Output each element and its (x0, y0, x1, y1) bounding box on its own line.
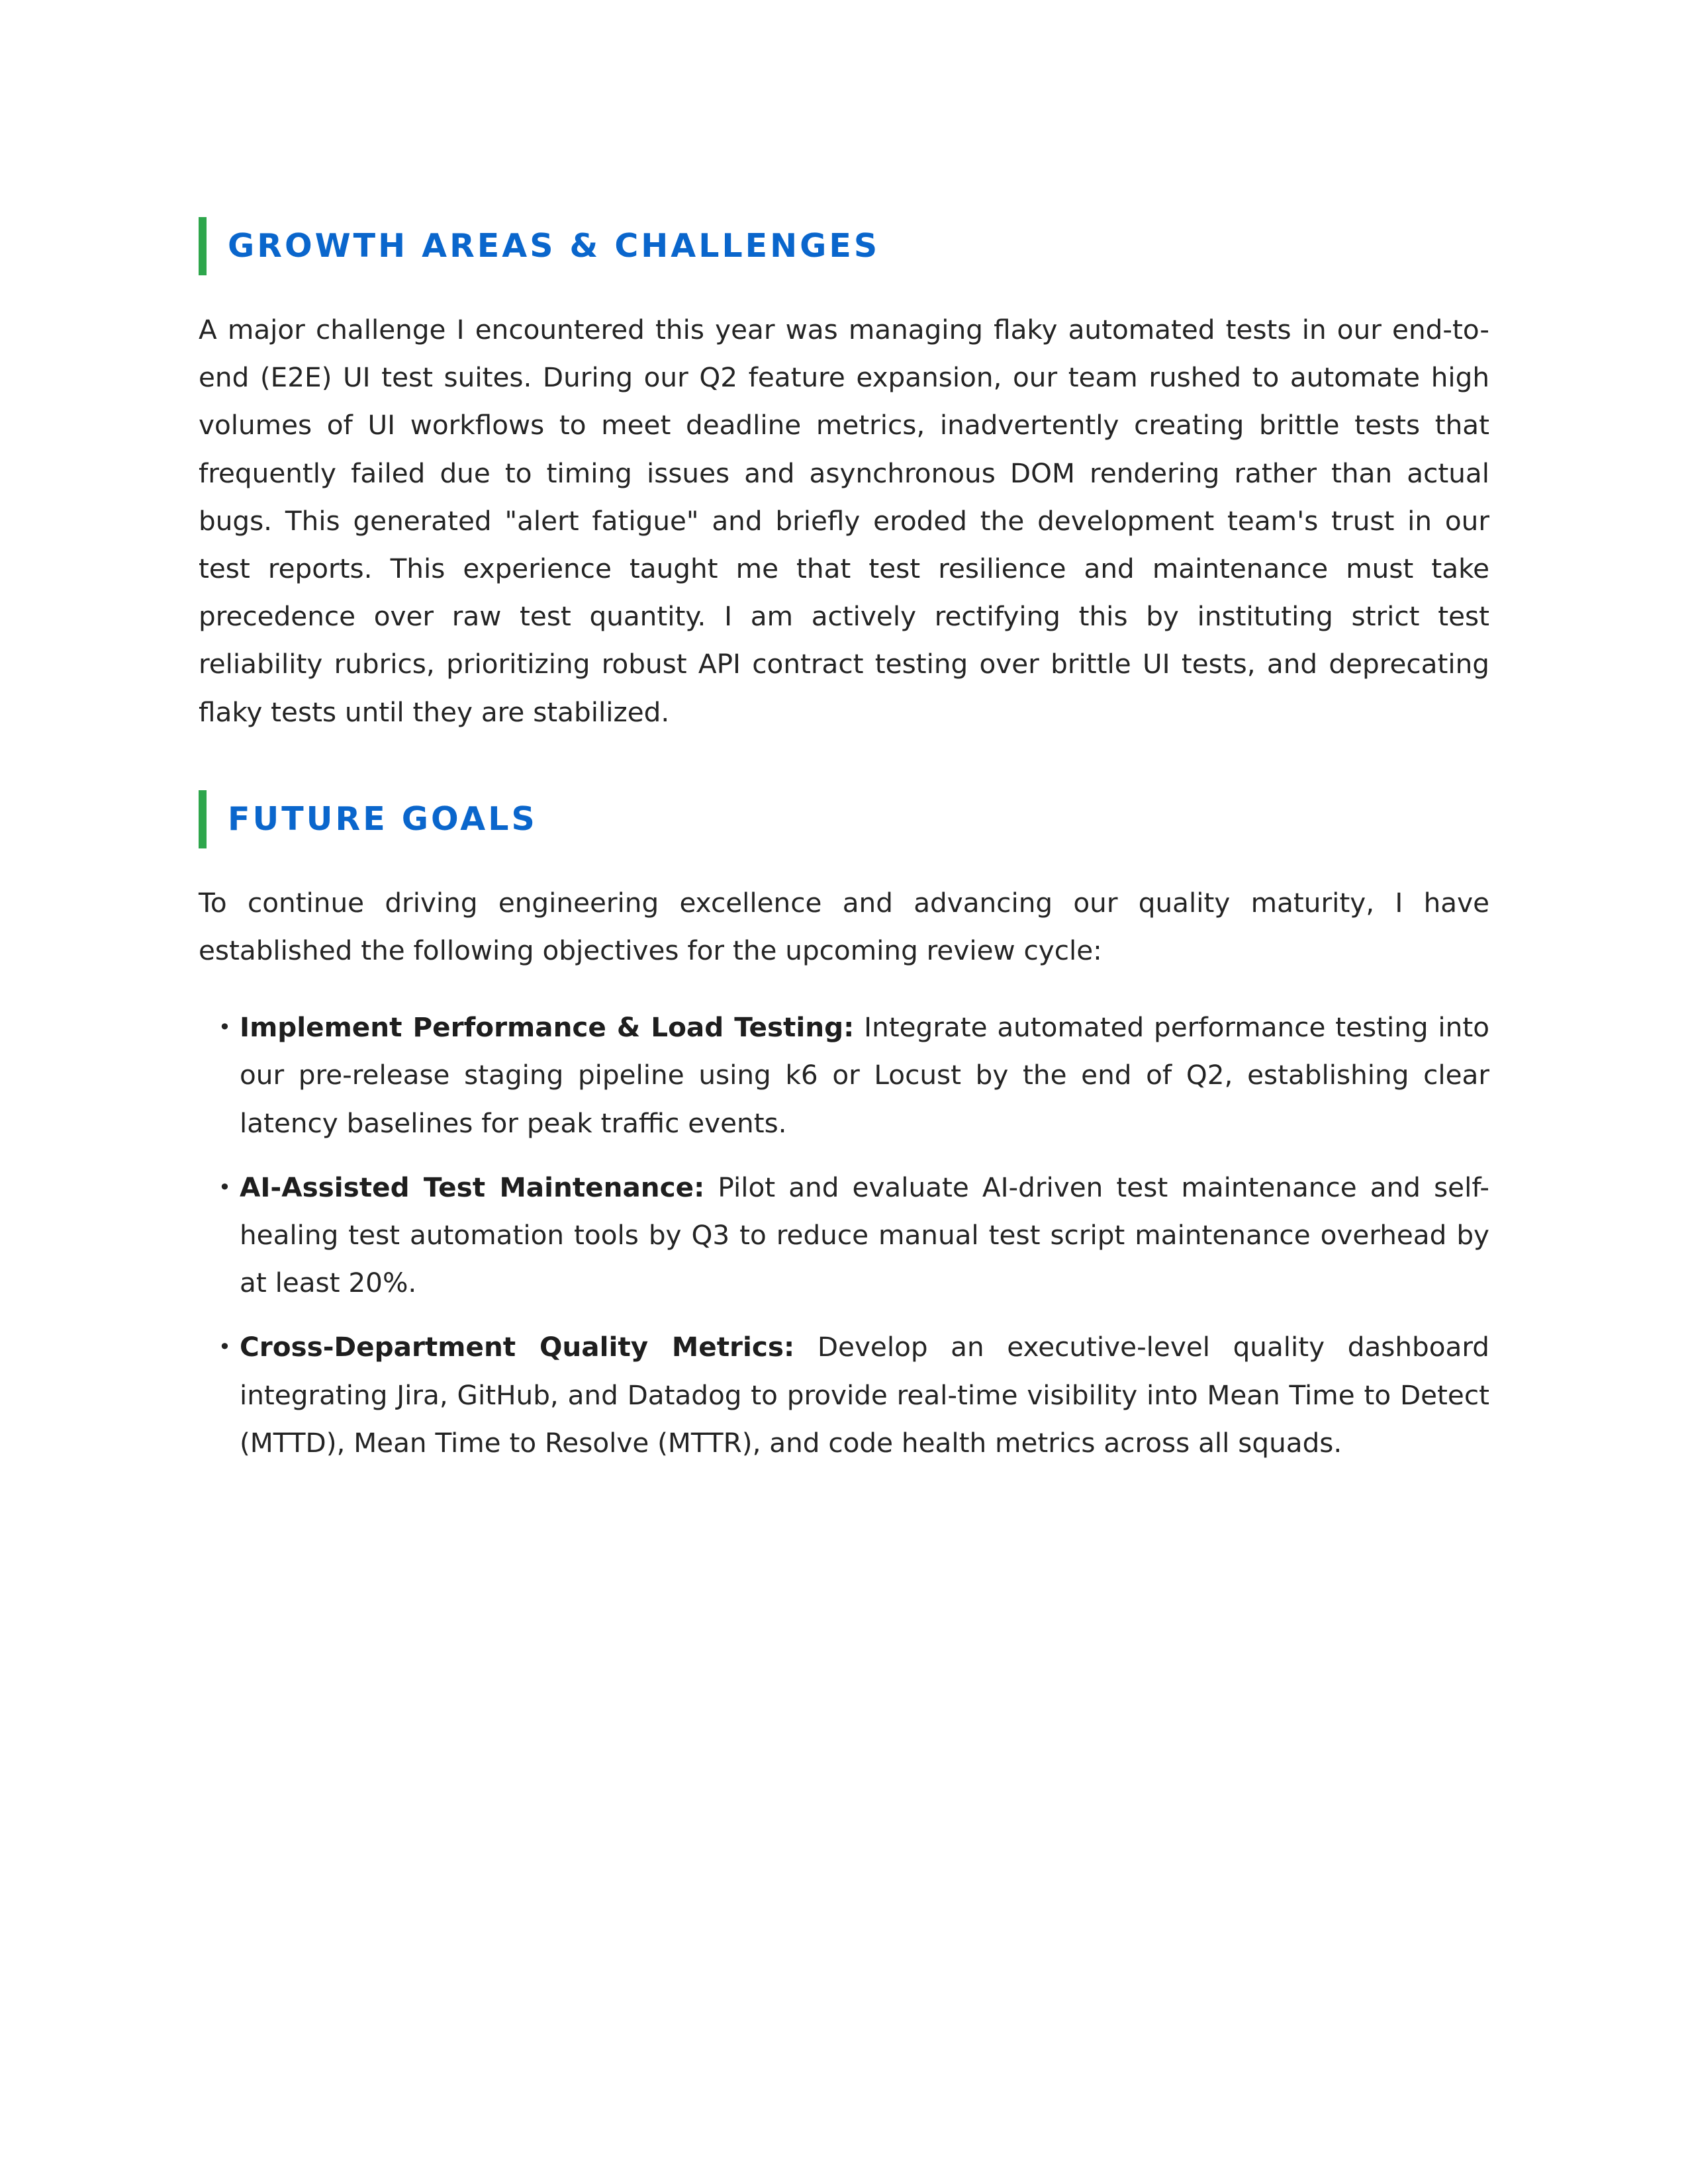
goal-item-ai-maintenance (199, 1163, 1489, 1307)
goal-item-quality-metrics (199, 1323, 1489, 1467)
goal-text: Integrate automated performance testing into our pre-release staging pipeline using k6 or Locust by the end of Q2, establishing clear latency baselines for peak traffic events. (240, 1011, 1490, 1139)
bullet-icon: • (218, 1174, 231, 1200)
heading-text: GROWTH AREAS & CHALLENGES (228, 227, 880, 265)
heading-text: FUTURE GOALS (228, 799, 538, 838)
future-goals-intro: To continue driving engineering excellence and advancing our quality maturity, I have established the following objectives for the upcoming review cycle: (199, 886, 1489, 967)
goal-list (199, 1003, 1489, 1467)
growth-paragraph: A major challenge I encountered this year was managing flaky automated tests in our end-to-end (E2E) UI test suites. During our Q2 feature expansion, our team rushed to automate high volumes of UI workflows to meet deadline metrics, inadvertently creating brittle tests that frequently failed due to timing issues and asynchronous DOM rendering rather than actual bugs. This generated "alert fatigue" and briefly eroded the development team's trust in our test reports. This experience taught me that test resilience and maintenance must take precedence over raw test quantity. I am actively rectifying this by instituting strict test reliability rubrics, prioritizing robust API contract testing over brittle UI tests, and deprecating flaky tests until they are stabilized. (199, 314, 1489, 728)
bullet-icon: • (218, 1334, 231, 1360)
document-page (199, 217, 1489, 1483)
goal-text: Pilot and evaluate AI-driven test maintenance and self-healing test automation tools by Q3 to reduce manual test script maintenance overhead by at least 20%. (240, 1171, 1489, 1299)
section-heading-growth (199, 217, 1489, 275)
heading-accent-bar (199, 217, 207, 275)
bullet-icon: • (218, 1015, 231, 1040)
goal-title: Implement Performance & Load Testing: (240, 1011, 855, 1044)
goal-title: AI-Assisted Test Maintenance: (240, 1171, 705, 1203)
heading-accent-bar (199, 790, 207, 848)
section-heading-future-goals (199, 790, 1489, 848)
goal-text: Develop an executive-level quality dashboard integrating Jira, GitHub, and Datadog to provide real-time visibility into Mean Time to Detect (MTTD), Mean Time to Resolve (MTTR), and code health metrics across all squads. (240, 1331, 1489, 1459)
goal-title: Cross-Department Quality Metrics: (240, 1331, 795, 1363)
goal-item-performance-testing (199, 1003, 1489, 1147)
